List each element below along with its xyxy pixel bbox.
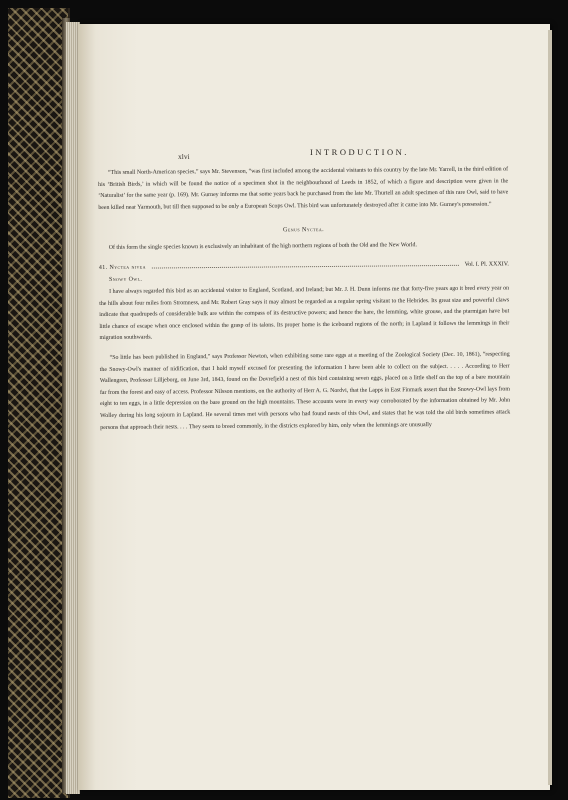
paragraph-genus: Of this form the single species known is exclusively an inhabitant of the high northern regions of both the Old and the New World. xyxy=(108,242,418,252)
genus-heading: Genus Nyctea. xyxy=(283,226,325,234)
paragraph-stevenson: “This small North-American species,” says Mr. Stevenson, “was first included among the accidental visitants to this country by the late Mr. Yarrell, in the third edition of his ‘British Birds,’ in which will be found the notice of a specimen shot in the neighbourhood of Leeds in 1852, of which a figure and description were given in the ‘Naturalist’ for the same year (p. 169). Mr. Gurney informs me that some years back he purchased from the late Mr. Thurtell an adult specimen of this rare Owl, said to have been killed near Yarmouth, but till then supposed to be only a European Scops Owl. This bird was unfortunately destroyed after it came into Mr. Gurney's possession.” xyxy=(98,166,509,211)
common-name: Snowy Owl. xyxy=(108,276,143,283)
paragraph-snowy-owl: I have always regarded this bird as an accidental visitor to England, Scotland, and Ireland; but Mr. J. H. Dunn informs me that forty-five years ago it bred every year on the hills about four miles from Stromness, and Mr. Robert Gray says it may almost be regarded as a regular spring visitant to the Hebrides. Its great size and powerful claws indicate that quadrupeds of considerable bulk are within the compass of its destructive powers; and hence the hare, the lemming, white grouse, and the ptarmigan have but little chance of escape when once enclosed within the grasp of its talons. Its proper home is the iceboand regions of the north; in Lapland it follows the lemmings in their migration southwards. xyxy=(99,285,510,342)
paragraph-newton: “So little has been published in England,” says Professor Newton, when exhibiting some rare eggs at a meeting of the Zoological Society (Dec. 10, 1861), “respecting the Snowy-Owl's manner of nidification, that I hold myself excused for presenting the information I have been able to collect on the subject. . . . . According to Herr Wallengren, Professor Lilljeborg, on June 3rd, 1843, found on the Dovrefjeld a nest of this bird containing seven eggs, placed on a little shelf on the top of a bare mountain far from the forest and easy of access. Professor Nilsson mentions, on the authority of Herr A. G. Nordvi, that the Lapps in East Finmark assert that the Snowy-Owl lays from eight to ten eggs, in a little depression on the bare ground on the high mountains. These accounts were in every way corroborated by the information obtained by Mr. John Wolley during his long sojourn in Lapland. He several times met with persons who had found nests of this Owl, and states that he was told the old birds sometimes attack persons that approach their nests. . . . They seem to breed commonly, in the districts explored by him, only when the lemmings are unusually xyxy=(99,351,511,431)
page-text xyxy=(98,164,510,434)
ornate-gilt-cover-border xyxy=(8,8,70,798)
page-fore-edge xyxy=(548,30,552,785)
page-number: xlvi xyxy=(178,152,190,161)
plate-reference: Vol. I. Pl. XXXIV. xyxy=(464,261,509,268)
species-number-name: 41. Nyctea nivea xyxy=(98,264,146,271)
running-head: INTRODUCTION. xyxy=(310,147,409,157)
